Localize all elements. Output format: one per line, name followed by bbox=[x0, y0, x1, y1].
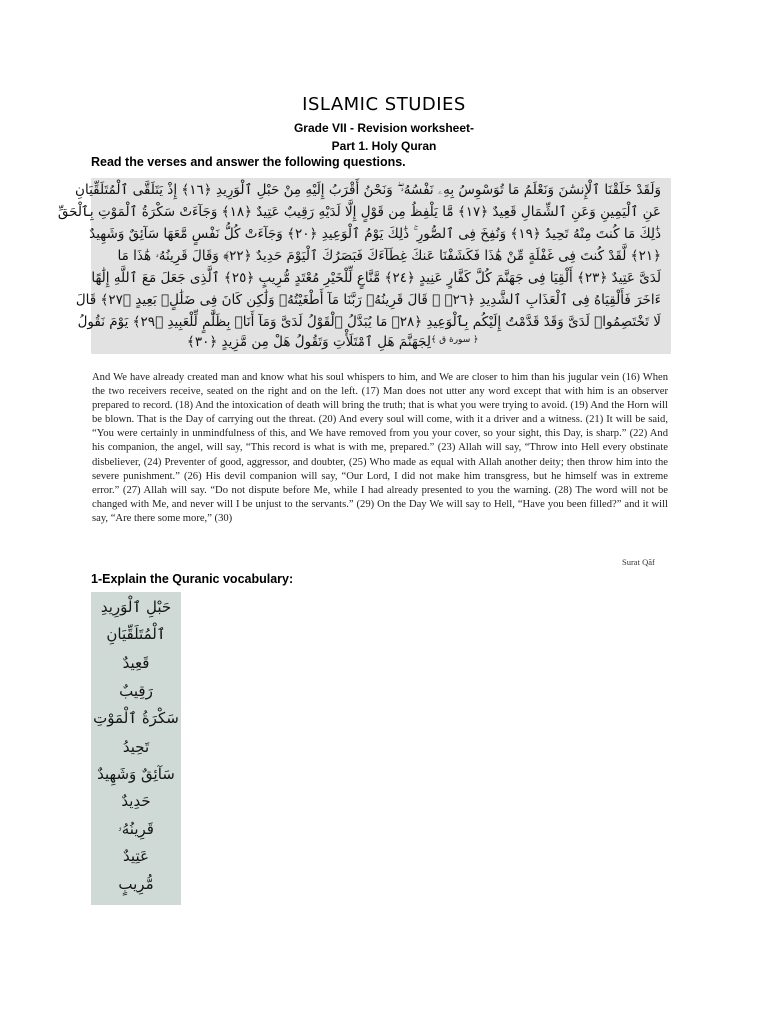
vocab-word: سَكْرَةُ ٱلْمَوْتِ bbox=[93, 709, 179, 727]
vocab-word: تَحِيدُ bbox=[122, 738, 150, 756]
page-title: ISLAMIC STUDIES bbox=[302, 94, 466, 115]
vocab-word: حَدِيدٌ bbox=[121, 792, 151, 810]
arabic-verse-line: ذَٰلِكَ مَا كُنتَ مِنْهُ تَحِيدُ ﴿١٩﴾ وَنُفِخَ فِى ٱلصُّورِ ۚ ذَٰلِكَ يَوْمُ ٱلْوَعِيدِ ﴿٢٠﴾ وَجَآءَتْ كُلُّ نَفْسٍ مَّعَهَا سَآئِقٌ وَشَهِيدٌ bbox=[89, 226, 661, 242]
vocab-word: قَعِيدٌ bbox=[122, 654, 150, 672]
worksheet-part: Part 1. Holy Quran bbox=[331, 139, 437, 153]
arabic-verses-image bbox=[57, 178, 671, 354]
vocabulary-list bbox=[91, 592, 181, 905]
question-1: 1-Explain the Quranic vocabulary: bbox=[91, 572, 294, 586]
translation-text: And We have already created man and know what his soul whispers to him, and We are closer to him than his jugular vein (16) When the two receivers receive, seated on the right and on the left. (17) Man does not utter any word except that with him is an observer prepared to record. (18) And the intoxication of death will bring the truth; that is what you were trying to avoid. (19) And the Horn will be blown. That is the Day of carrying out the threat. (20) And every soul will come, with it a driver and a witness. (21) It will be said, “You were certainly in unmindfulness of this, and We have removed from you your cover, so your sight, this Day, is sharp.” (22) And his companion, the angel, will say, “This record is what is with me, prepared.” (23) Allah will say, “Throw into Hell every obstinate disbeliever, (24) Preventer of good, aggressor, and doubter, (25) Who made as equal with Allah another deity; then throw him into the severe punishment.” (26) His devil companion will say, “Our Lord, I did not make him transgress, but he himself was in extreme error.” (27) Allah will say. “Do not dispute before Me, while I had already presented to you the warning. (28) The word will not be changed with Me, and never will I be unjust to the servants.” (29) On the Day We will say to Hell, “Have you been filled?” and it will say, “Are there some more,” (30) bbox=[92, 372, 668, 524]
arabic-verse-line: وَلَقَدْ خَلَقْنَا ٱلْإِنسَٰنَ وَنَعْلَمُ مَا تُوَسْوِسُ بِهِۦ نَفْسُهُۥ ۖ وَنَحْنُ أَقْرَبُ إِلَيْهِ مِنْ حَبْلِ ٱلْوَرِيدِ ﴿١٦﴾ إِذْ يَتَلَقَّى ٱلْمُتَلَقِّيَانِ bbox=[75, 182, 661, 198]
arabic-verse-line: ﴿٢١﴾ لَّقَدْ كُنتَ فِى غَفْلَةٍ مِّنْ هَٰذَا فَكَشَفْنَا عَنكَ غِطَآءَكَ فَبَصَرُكَ ٱلْيَوْمَ حَدِيدٌ ﴿٢٢﴾ وَقَالَ قَرِينُهُۥ هَٰذَا مَا bbox=[117, 248, 661, 264]
vocab-word: مُّرِيبٍ bbox=[118, 875, 154, 893]
worksheet-subtitle: Grade VII - Revision worksheet- bbox=[293, 121, 475, 135]
vocab-word: قَرِينُهُۥ bbox=[118, 820, 154, 838]
arabic-verse-line: ءَاخَرَ فَأَلْقِيَاهُ فِى ٱلْعَذَابِ ٱلشَّدِيدِ ﴿٢٦﴾ ۞ قَالَ قَرِينُهُۥ رَبَّنَا مَآ أَطْغَيْتُهُۥ وَلَٰكِن كَانَ فِى ضَلَٰلٍۭ بَعِيدٍ ﴿٢٧﴾ قَالَ bbox=[75, 292, 661, 308]
vocab-word: ٱلْمُتَلَقِّيَانِ bbox=[106, 625, 166, 643]
arabic-verse-line: لِجَهَنَّمَ هَلِ ٱمْتَلَأْتِ وَتَقُولُ هَلْ مِن مَّزِيدٍ ﴿٣٠﴾ bbox=[186, 334, 431, 350]
vocab-word: حَبْلِ ٱلْوَرِيدِ bbox=[100, 598, 172, 616]
vocab-word: عَتِيدٌ bbox=[123, 847, 149, 865]
vocab-word: رَقِيبٌ bbox=[119, 682, 153, 700]
arabic-verse-line: عَنِ ٱلْيَمِينِ وَعَنِ ٱلشِّمَالِ قَعِيدٌ ﴿١٧﴾ مَّا يَلْفِظُ مِن قَوْلٍ إِلَّا لَدَيْهِ رَقِيبٌ عَتِيدٌ ﴿١٨﴾ وَجَآءَتْ سَكْرَةُ ٱلْمَوْتِ بِٱلْحَقِّ bbox=[57, 204, 661, 220]
arabic-verse-line: لَا تَخْتَصِمُوا۟ لَدَىَّ وَقَدْ قَدَّمْتُ إِلَيْكُم بِٱلْوَعِيدِ ﴿٢٨﴾ مَا يُبَدَّلُ ٱلْقَوْلُ لَدَىَّ وَمَآ أَنَا۠ بِظَلَّٰمٍ لِّلْعَبِيدِ ﴿٢٩﴾ يَوْمَ نَقُولُ bbox=[77, 314, 661, 330]
arabic-verse-line: لَدَىَّ عَتِيدٌ ﴿٢٣﴾ أَلْقِيَا فِى جَهَنَّمَ كُلَّ كَفَّارٍ عَنِيدٍ ﴿٢٤﴾ مَّنَّاعٍ لِّلْخَيْرِ مُعْتَدٍ مُّرِيبٍ ﴿٢٥﴾ ٱلَّذِى جَعَلَ مَعَ ٱللَّهِ إِلَٰهًا bbox=[91, 270, 661, 286]
vocab-word: سَآئِقٌ وَشَهِيدٌ bbox=[97, 765, 175, 783]
instruction-text: Read the verses and answer the following questions. bbox=[91, 155, 406, 169]
surah-reference: Surat Qāf bbox=[622, 557, 655, 567]
surah-label: ﴿ سورة ق ﴾ bbox=[431, 335, 479, 345]
